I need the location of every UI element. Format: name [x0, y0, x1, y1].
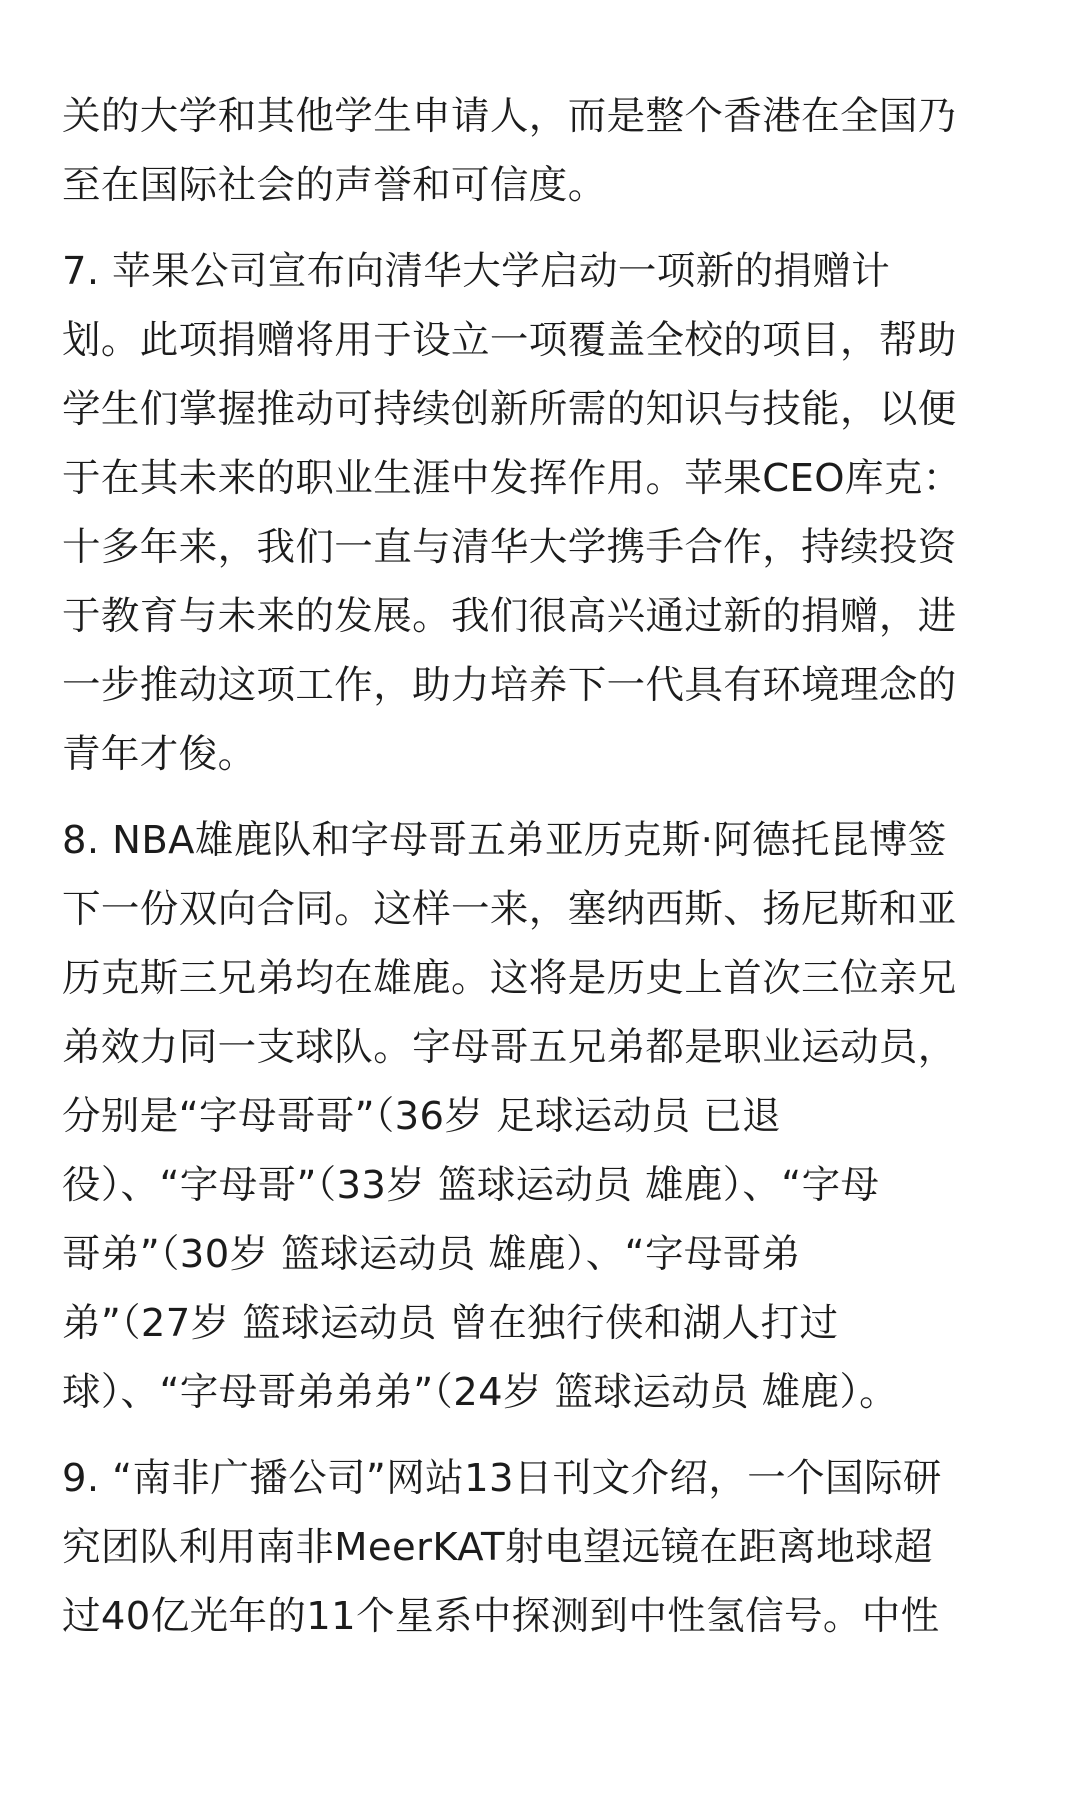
text-line: 弟”（27岁 篮球运动员 曾在独行侠和湖人打过: [62, 1301, 839, 1346]
text-line: 8. NBA雄鹿队和字母哥五弟亚历克斯·阿德托昆博签: [62, 818, 947, 863]
text-line: 于在其未来的职业生涯中发挥作用。苹果CEO库克：: [62, 456, 962, 501]
paragraph-item-7: [62, 237, 1040, 789]
paragraph-item-8: [62, 806, 1040, 1427]
text-line: 弟效力同一支球队。字母哥五兄弟都是职业运动员，: [62, 1025, 957, 1070]
text-line: 十多年来，我们一直与清华大学携手合作，持续投资: [62, 525, 957, 570]
paragraph-item-9: [62, 1444, 1040, 1651]
text-line: 学生们掌握推动可持续创新所需的知识与技能，以便: [62, 387, 957, 432]
text-line: 球）、“字母哥弟弟弟”（24岁 篮球运动员 雄鹿）。: [62, 1370, 899, 1415]
text-line: 9. “南非广播公司”网站13日刊文介绍，一个国际研: [62, 1456, 942, 1501]
text-line: 青年才俊。: [62, 732, 257, 777]
text-line: 历克斯三兄弟均在雄鹿。这将是历史上首次三位亲兄: [62, 956, 957, 1001]
text-line: 过40亿光年的11个星系中探测到中性氢信号。中性: [62, 1594, 940, 1639]
text-line: 于教育与未来的发展。我们很高兴通过新的捐赠，进: [62, 594, 957, 639]
text-line: 下一份双向合同。这样一来，塞纳西斯、扬尼斯和亚: [62, 887, 957, 932]
text-line: 至在国际社会的声誉和可信度。: [62, 163, 607, 208]
text-line: 一步推动这项工作，助力培养下一代具有环境理念的: [62, 663, 957, 708]
text-line: 划。此项捐赠将用于设立一项覆盖全校的项目，帮助: [62, 318, 957, 363]
text-line: 哥弟”（30岁 篮球运动员 雄鹿）、“字母哥弟: [62, 1232, 801, 1277]
text-line: 7. 苹果公司宣布向清华大学启动一项新的捐赠计: [62, 249, 891, 294]
text-line: 关的大学和其他学生申请人，而是整个香港在全国乃: [62, 94, 957, 139]
text-line: 役）、“字母哥”（33岁 篮球运动员 雄鹿）、“字母: [62, 1163, 880, 1208]
text-line: 究团队利用南非MeerKAT射电望远镜在距离地球超: [62, 1525, 933, 1570]
paragraph-intro-continuation: [62, 82, 1040, 220]
text-line: 分别是“字母哥哥”（36岁 足球运动员 已退: [62, 1094, 781, 1139]
